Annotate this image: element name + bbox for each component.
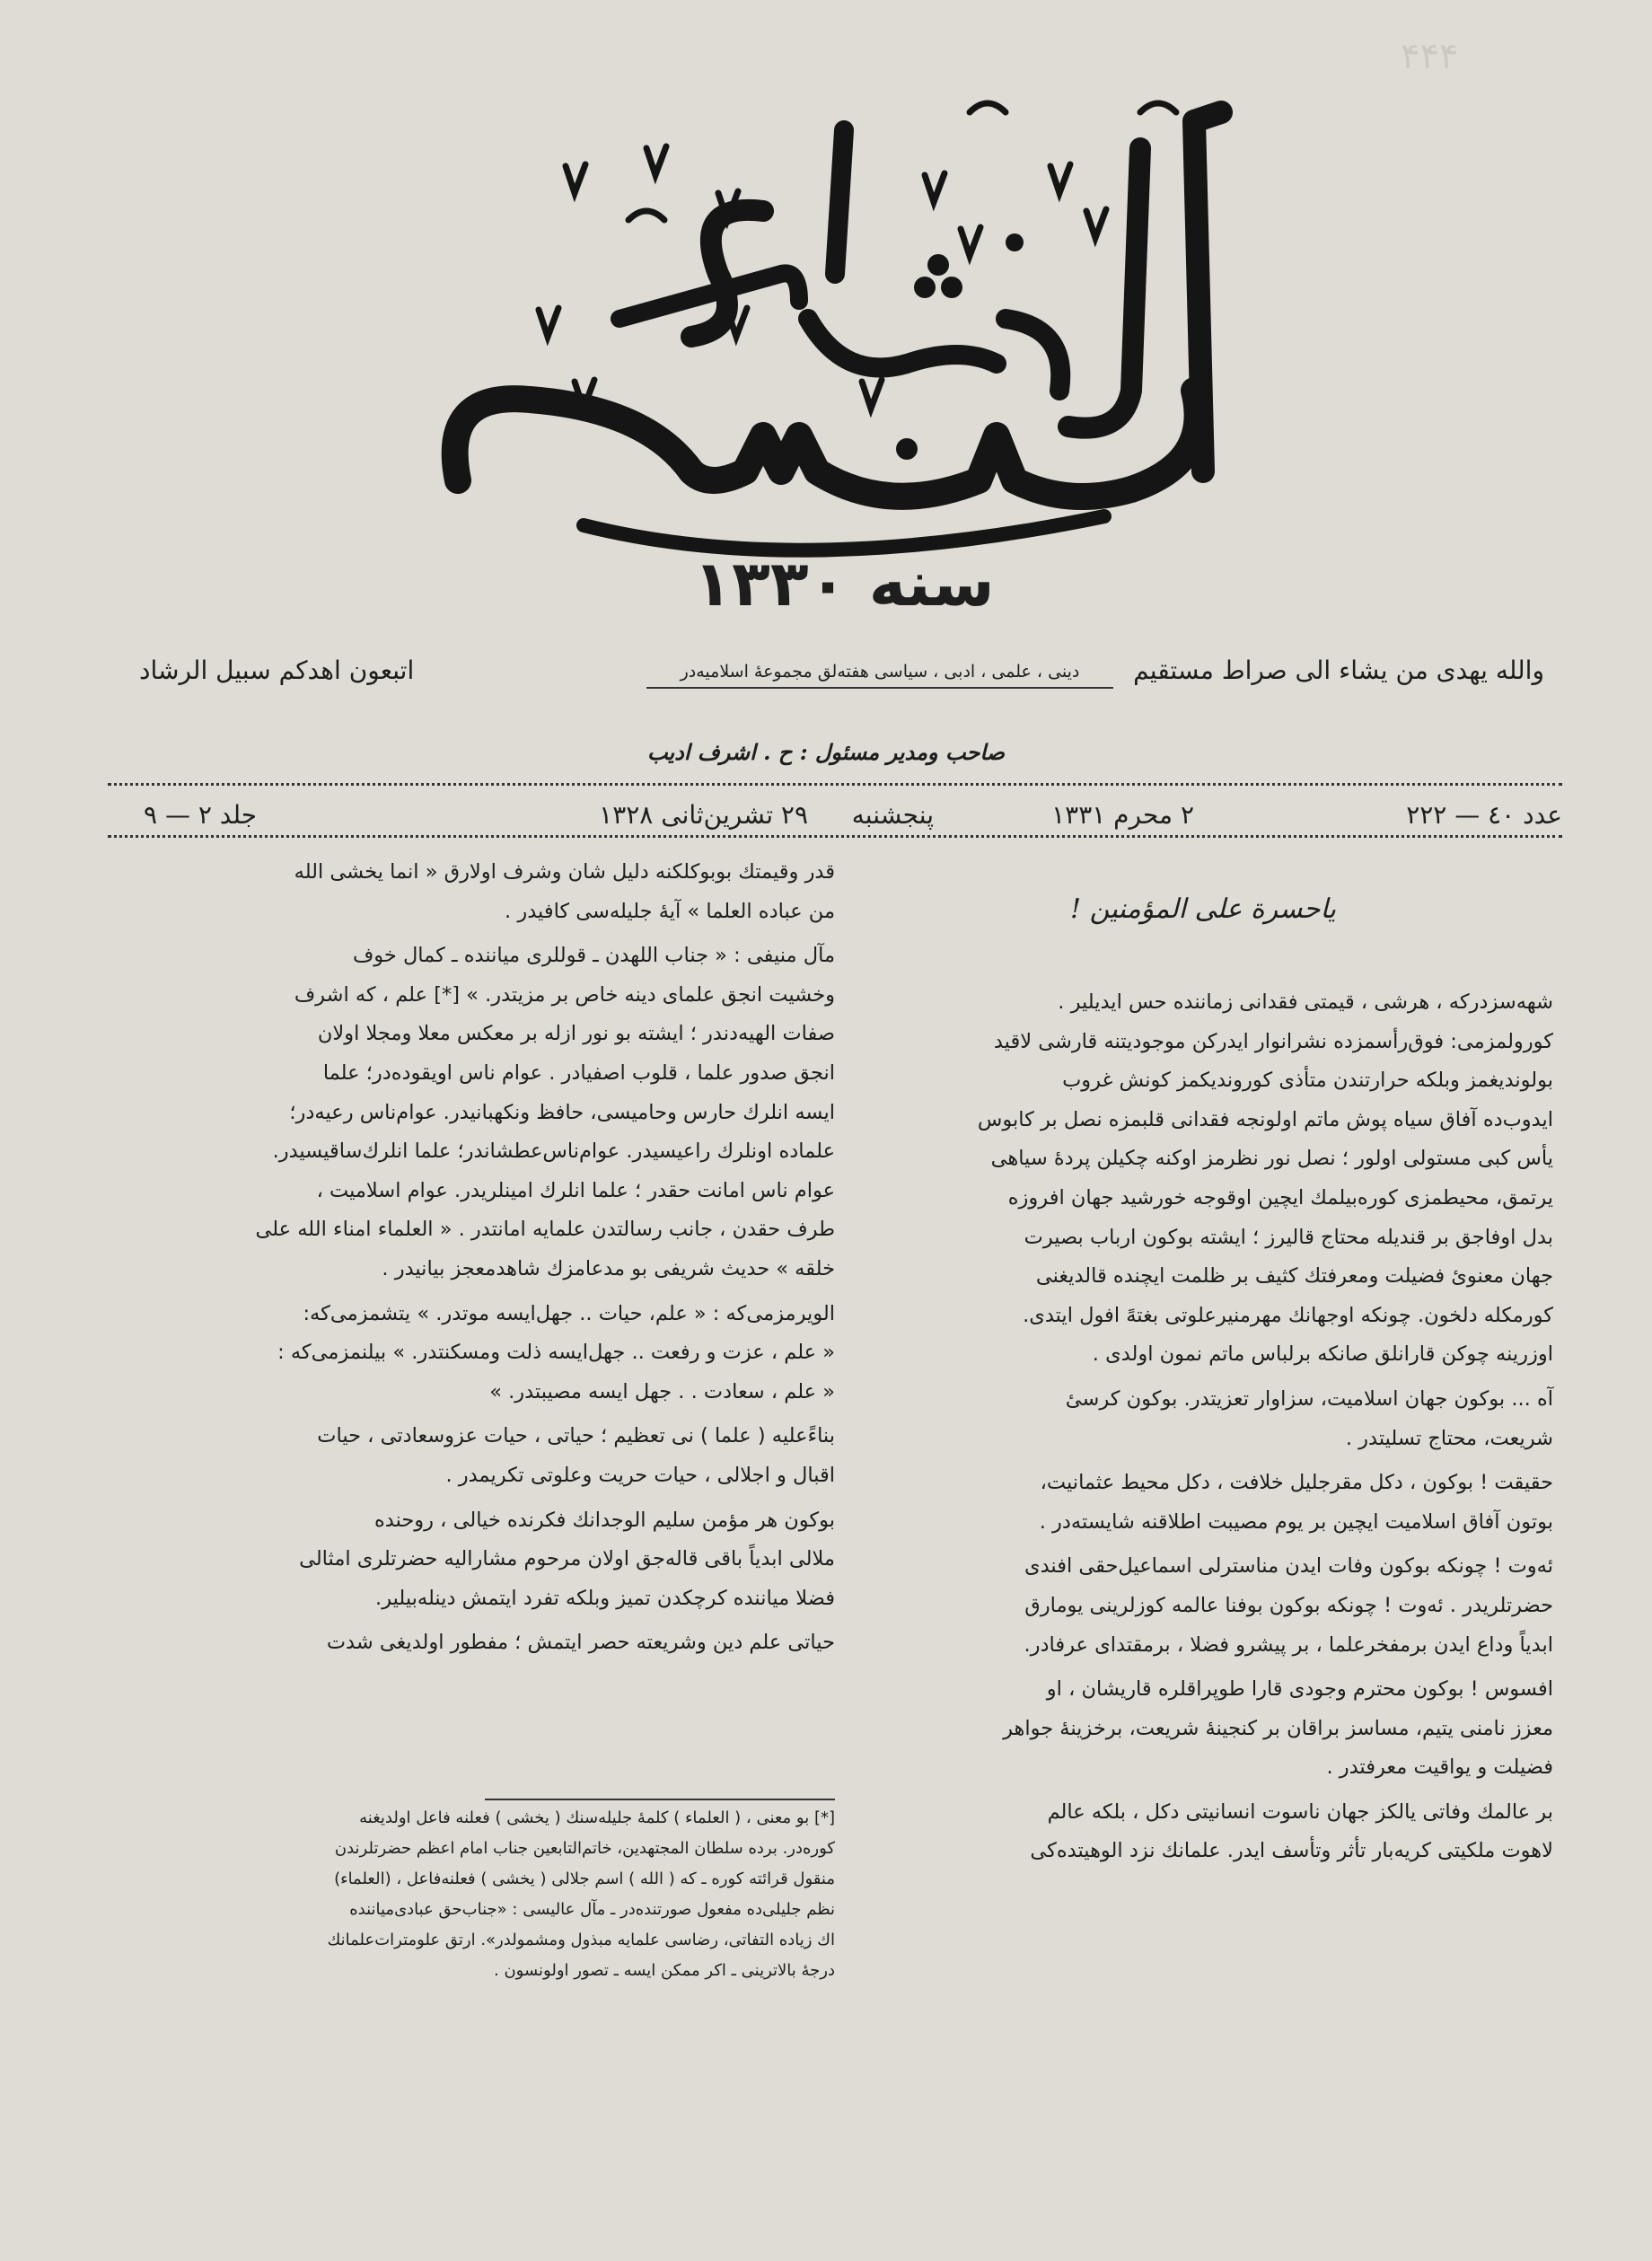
- paragraph: [862, 1547, 1553, 1665]
- bottom-divider: [108, 835, 1562, 838]
- text-line: مآل منیفی : « جناب اللهدن ـ قوللری میاننده ـ کمال خوف: [352, 944, 835, 968]
- text-line: کورولمزمی: فوق‌رأسمزده نشرانوار ایدرکن موجودیتنه قارشی لاقید: [993, 1029, 1553, 1053]
- paragraph: [862, 1464, 1553, 1542]
- footnote-line: اك زیاده التفاتی، رضاسی علمایه مبذول ومشمولدر». ارتق علومترات‌علمانك: [327, 1931, 835, 1949]
- paragraph: [106, 1623, 835, 1663]
- rumi-date: ٢٩ تشرین‌ثانی ١٣٢٨: [599, 800, 808, 830]
- publication-subtitle: دینی ، علمی ، ادبی ، سیاسی هفته‌لق مجموعهٔ اسلامیه‌در: [646, 662, 1113, 689]
- text-line: صفات الهیه‌دندر ؛ ایشته بو نور ازله بر معکس معلا ومجلا اولان: [317, 1022, 835, 1046]
- text-line: یأس کبی مستولی اولور ؛ نصل نور نظرمز اوکنه چکیلن پردهٔ سیاهی: [990, 1147, 1553, 1171]
- footnote-line: کوره‌در. برده سلطان المجتهدین، خاتم‌التابعین جناب امام اعظم حضرتلرندن: [334, 1839, 835, 1858]
- paragraph: [862, 1670, 1553, 1788]
- text-line: « علم ، عزت و رفعت .. جهل‌ایسه ذلت ومسکنتدر. » بیلنمزمی‌که :: [277, 1341, 835, 1365]
- text-line: بوکون هر مؤمن سلیم الوجدانك فکرنده خیالی ، روحنده: [374, 1508, 835, 1532]
- text-line: بوتون آفاق اسلامیت ایچین بر یوم مصیبت اطلاقنه شایسته‌در .: [1039, 1509, 1553, 1534]
- left-column: [106, 853, 835, 1668]
- text-line: بناءً‌علیه ( علما ) نی تعظیم ؛ حیاتی ، حیات عزوسعادتی ، حیات: [317, 1424, 835, 1448]
- text-line: معزز نامنی یتیم، مساسز براقان بر کنجینهٔ شریعت، برخزینهٔ جواهر: [1003, 1716, 1553, 1740]
- text-line: اقبال و اجلالی ، حیات حریت وعلوتی تکریمدر .: [445, 1463, 835, 1487]
- text-line: ملالی ابدیاً باقی قاله‌جق اولان مرحوم مشارالیه حضرتلری امثالی: [299, 1547, 835, 1571]
- paragraph: [106, 1295, 835, 1412]
- text-line: حضرتلریدر . ئه‌وت ! چونکه بوکون بوفنا عالمه کوزلرینی یومارق: [1024, 1593, 1553, 1617]
- text-line: خلقه » حدیث شریفی بو مدعامزك شاهدمعجز بیانیدر .: [382, 1256, 835, 1280]
- text-line: کورمکله دلخون. چونکه اوجهانك مهرمنیرعلوتی بغتهً افول ایتدی.: [1023, 1303, 1553, 1327]
- weekday: پنجشنبه: [851, 800, 934, 830]
- text-line: عوام ناس امانت حقدر ؛ علما انلرك امینلریدر. عوام اسلامیت ،: [316, 1178, 835, 1202]
- text-line: انجق صدور علما ، قلوب اصفیادر . عوام ناس اویقوده‌در؛ علما: [322, 1060, 835, 1085]
- text-line: فضیلت و یواقیت معرفتدر .: [1326, 1755, 1553, 1780]
- text-line: یرتمق، محیطمزی کوره‌بیلمك ایچین اوقوجه خورشید جهان افروزه: [1007, 1185, 1553, 1210]
- paragraph: [862, 1380, 1553, 1458]
- paragraph: [862, 983, 1553, 1375]
- text-line: « علم ، سعادت . . جهل ایسه مصیبتدر. »: [489, 1379, 835, 1403]
- paragraph: [106, 937, 835, 1289]
- footnote-line: منقول قرائته کوره ـ که ( الله ) اسم جلالی ( یخشی ) فعلنه‌فاعل ، (العلماء): [334, 1870, 835, 1888]
- paragraph: [106, 853, 835, 931]
- text-line: ابدیاً وداع ایدن برمفخرعلما ، بر پیشرو فضلا ، برمقتدای عرفادر.: [1024, 1632, 1553, 1657]
- footnote-line: نظم جلیلی‌ده مفعول صورتنده‌در ـ مآل عالیسی : «جناب‌حق عبادی‌میاننده: [349, 1900, 835, 1919]
- text-line: بر عالمك وفاتی یالکز جهان ناسوت انسانیتی دکل ، بلکه عالم: [1047, 1799, 1553, 1824]
- text-line: وخشیت انجق علمای دینه خاص بر مزیتدر. » [*] علم ، که اشرف: [294, 982, 835, 1007]
- faded-show-through: ۴۴۴: [1401, 36, 1459, 77]
- text-line: فضلا میاننده کرچکدن تمیز وبلکه تفرد ایتمش دینله‌بیلیر.: [375, 1586, 835, 1610]
- text-line: اوزرینه چوکن قارانلق صانکه برلباس ماتم نمون اولدی .: [1092, 1342, 1553, 1367]
- text-line: حقیقت ! بوکون ، دکل مقرجلیل خلافت ، دکل محیط عثمانیت،: [1040, 1471, 1553, 1495]
- text-line: بدل اوفاجق بر قندیله محتاج قالیرز ؛ ایشته بوکون ارباب بصیرت: [1024, 1225, 1553, 1249]
- volume-number: جلد ٢ — ٩: [144, 800, 258, 830]
- motto-right: والله يهدى من يشاء الى صراط مستقيم: [1133, 655, 1544, 685]
- text-line: حیاتی علم دین وشریعته حصر ایتمش ؛ مفطور اولدیغی شدت: [326, 1631, 835, 1655]
- motto-left: اتبعون اهدكم سبيل الرشاد: [139, 655, 415, 685]
- article-title: یاحسرة علی المؤمنین !: [1070, 893, 1336, 925]
- paragraph: [106, 1417, 835, 1495]
- text-line: ئه‌وت ! چونکه بوکون وفات ایدن مناسترلی اسماعیل‌حقی افندی: [1024, 1554, 1553, 1579]
- right-column: [862, 983, 1553, 1877]
- text-line: شهه‌سزدرکه ، هرشی ، قیمتی فقدانی زماننده حس ایدیلیر .: [1058, 990, 1553, 1014]
- owner-line: صاحب ومدیر مسئول : ح . اشرف ادیب: [646, 739, 1006, 765]
- issue-number: عدد ٤٠ — ٢٢٢: [1406, 800, 1562, 830]
- text-line: من عباده العلما » آیهٔ جلیله‌سی کافیدر .: [505, 899, 835, 923]
- text-line: الویرمزمی‌که : « علم، حیات .. جهل‌ایسه موتدر. » یتشمزمی‌که:: [303, 1301, 835, 1325]
- footnote: [106, 1803, 835, 1986]
- text-line: قدر وقیمتك بوبوکلکنه دلیل شان وشرف اولارق « انما یخشی الله: [294, 860, 835, 884]
- issue-info-bar: [108, 795, 1562, 840]
- hijri-date: ٢ محرم ١٣٣١: [1051, 800, 1194, 830]
- masthead-year: سنه ١٣٣٠: [693, 547, 995, 620]
- text-line: طرف حقدن ، جانب رسالتدن علمایه امانتدر . « العلماء امناء الله علی: [255, 1218, 835, 1242]
- footnote-divider: [485, 1799, 835, 1800]
- text-line: بولوندیغمز وبلکه حرارتندن متأذی کوروندیکمز کونش غروب: [1062, 1069, 1553, 1093]
- paragraph: [862, 1793, 1553, 1871]
- top-divider: [108, 783, 1562, 786]
- text-line: شریعت، محتاج تسلیتدر .: [1345, 1426, 1553, 1450]
- text-line: جهان معنویٔ فضیلت ومعرفتك کثیف بر ظلمت ایچنده قالدیغنی: [1035, 1264, 1553, 1289]
- footnote-line: [*] بو معنی ، ( العلماء ) کلمهٔ جلیله‌سنك ( یخشی ) فعلنه فاعل اولدیغنه: [359, 1808, 835, 1827]
- text-line: لاهوت ملکیتی کریه‌بار تأثر وتأسف ایدر. علمانك نزد الوهیتده‌کی: [1030, 1839, 1553, 1863]
- text-line: ایدوب‌ده آفاق سیاه پوش ماتم اولونجه فقدانی قلبمزه نصل بر کابوس: [977, 1107, 1553, 1131]
- footnote-line: درجهٔ بالاترینی ـ اکر ممکن ایسه ـ تصور اولونسون .: [494, 1961, 835, 1980]
- text-line: ایسه انلرك حارس وحامیسی، حافظ ونکهبانیدر. عوام‌ناس رعیه‌در؛: [289, 1100, 835, 1124]
- text-line: آه ... بوکون جهان اسلامیت، سزاوار تعزیتدر. بوکون کرسیٔ: [1065, 1386, 1553, 1411]
- paragraph: [106, 1501, 835, 1619]
- text-line: افسوس ! بوکون محترم وجودی قارا طوپراقلره قاریشان ، او: [1046, 1677, 1553, 1702]
- text-line: علماده اونلرك راعیسیدر. عوام‌ناس‌عطشاندر؛ علما انلرك‌ساقیسیدر.: [272, 1139, 835, 1164]
